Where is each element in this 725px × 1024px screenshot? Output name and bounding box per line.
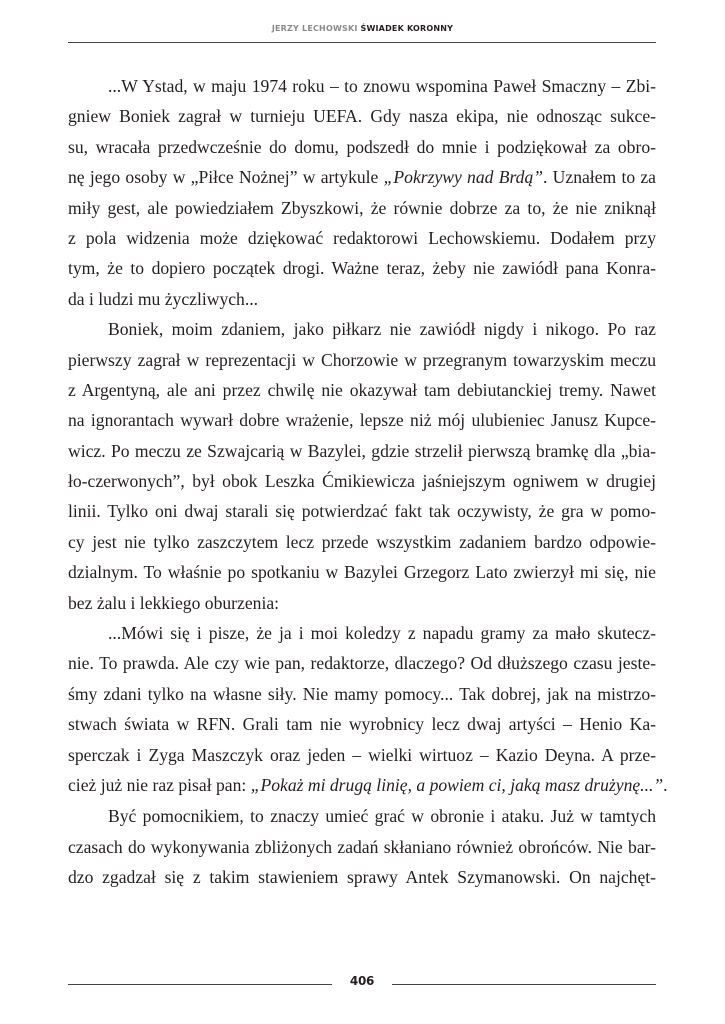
text-line: nie. To prawda. Ale czy wie pan, redaktorze, dlaczego? Od dłuższego czasu jeste- bbox=[68, 653, 656, 674]
text-line: Boniek, moim zdaniem, jako piłkarz nie zawiódł nigdy i nikogo. Po raz bbox=[108, 319, 656, 340]
text-line: z Argentyną, ale ani przez chwilę nie okazywał tam debiutanckiej tremy. Nawet bbox=[68, 379, 656, 400]
page-number: 406 bbox=[349, 974, 375, 988]
text-line: bez żalu i lekkiego oburzenia: bbox=[68, 592, 280, 613]
text-line-with-title bbox=[68, 162, 656, 192]
text-line: ...Mówi się i pisze, że ja i moi koledzy z napadu gramy za mało skutecz- bbox=[108, 623, 656, 644]
header-book-title: ŚWIADEK KORONNY bbox=[360, 24, 454, 33]
text-line: cy jest nie tylko zaszczytem lecz przede wszystkim zadaniem bardzo odpowie- bbox=[68, 531, 656, 552]
text-line: wicz. Po meczu ze Szwajcarią w Bazylei, gdzie strzelił pierwszą bramkę dla „bia- bbox=[68, 440, 656, 461]
paragraph-3 bbox=[68, 618, 668, 800]
quoted-saying: „Pokaż mi drugą linię, a powiem ci, jaką masz drużynę...” bbox=[250, 774, 664, 795]
header-author: JERZY LECHOWSKI bbox=[271, 24, 358, 33]
running-header bbox=[0, 24, 725, 33]
text-line: pierwszy zagrał w reprezentacji w Chorzowie w przegranym towarzyskim meczu bbox=[68, 349, 656, 370]
text-line: śmy zdani tylko na własne siły. Nie mamy pomocy... Tak dobrej, jak na mistrzo- bbox=[68, 683, 656, 704]
text-line: ...W Ystad, w maju 1974 roku – to znowu wspomina Paweł Smaczny – Zbi- bbox=[108, 76, 656, 96]
text-line: Być pomocnikiem, to znaczy umieć grać w obronie i ataku. Już w tamtych bbox=[108, 806, 656, 827]
body-text bbox=[68, 71, 668, 893]
text-line: tym, że to dopiero początek drogi. Ważne teraz, żeby nie zawiódł pana Konra- bbox=[68, 258, 656, 279]
text-line: sperczak i Zyga Maszczyk oraz jeden – wielki wirtuoz – Kazio Deyna. A prze- bbox=[68, 744, 656, 765]
text-line: na ignorantach wywarł dobre wrażenie, lepsze niż mój ulubieniec Janusz Kupce- bbox=[68, 410, 656, 431]
text-line: z pola widzenia może dziękować redaktorowi Lechowskiemu. Dodałem przy bbox=[68, 227, 656, 248]
text-line: gniew Boniek zagrał w turnieju UEFA. Gdy nasza ekipa, nie odnosząc sukce- bbox=[68, 106, 656, 127]
header-rule bbox=[68, 42, 656, 43]
paragraph-1 bbox=[68, 71, 656, 314]
text-segment: cież już nie raz pisał pan: bbox=[68, 774, 251, 795]
text-segment: nę jego osoby w „Piłce Nożnej” w artykule bbox=[68, 167, 384, 188]
footer-rule-right bbox=[392, 984, 656, 985]
text-line: stwach świata w RFN. Grali tam nie wyrobnicy lecz dwaj artyści – Henio Ka- bbox=[68, 714, 656, 735]
paragraph-4 bbox=[68, 801, 656, 892]
text-line: su, wracała przedwcześnie do domu, podszedł do mnie i podziękował za obro- bbox=[68, 136, 656, 157]
text-line: dzialnym. To właśnie po spotkaniu w Bazylei Grzegorz Lato zwierzył mi się, nie bbox=[68, 562, 656, 583]
text-segment: . bbox=[663, 774, 668, 795]
text-line: czasach do wykonywania zbliżonych zadań skłaniano również obrońców. Nie bar- bbox=[68, 836, 656, 857]
paragraph-2 bbox=[68, 314, 656, 618]
page-footer bbox=[68, 974, 656, 994]
text-line: linii. Tylko oni dwaj starali się potwierdzać fakt tak oczywisty, że gra w pomo- bbox=[68, 501, 656, 522]
text-line: ło-czerwonych”, był obok Leszka Ćmikiewicza jaśniejszym ogniwem w drugiej bbox=[68, 471, 656, 492]
text-line: dzo zgadzał się z takim stawieniem sprawy Antek Szymanowski. On najchęt- bbox=[68, 867, 656, 888]
text-line-with-quote bbox=[68, 770, 668, 800]
text-line: miły gest, ale powiedziałem Zbyszkowi, że równie dobrze za to, że nie zniknął bbox=[68, 197, 656, 218]
article-title: „Pokrzywy nad Brdą” bbox=[383, 167, 544, 188]
text-segment: . Uznałem to za bbox=[543, 167, 656, 188]
text-line: da i ludzi mu życzliwych... bbox=[68, 288, 259, 309]
